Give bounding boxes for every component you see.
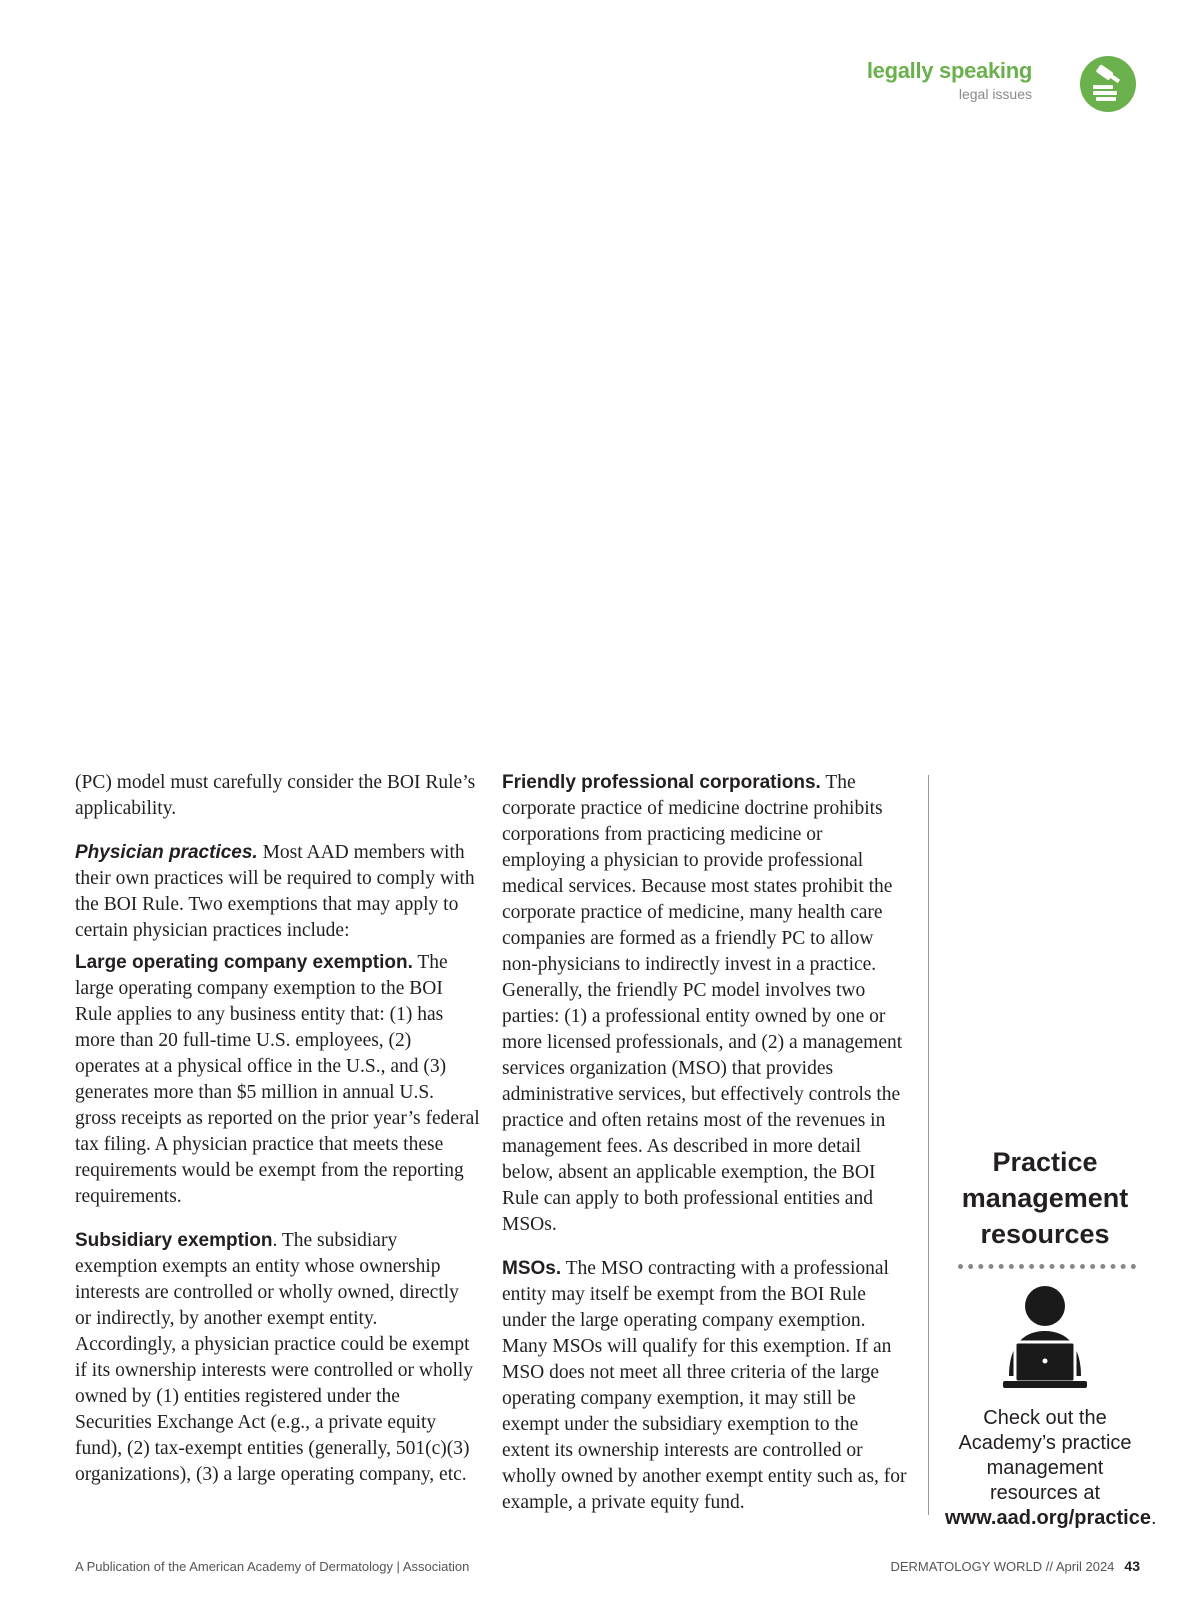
practice-link[interactable]: www.aad.org/practice: [945, 1507, 1151, 1529]
section-header: [867, 58, 1032, 102]
mso-text: The MSO contracting with a professional entity may itself be exempt from the BOI Rule under the large operating company exemption. Many MSOs will qualify for this exemption. If an MSO does not meet all three criteria of the large operating company exemption, it may still be exempt under the subsidiary exemption to the extent its ownership interests are controlled or wholly owned by another exempt entity such as, for example, a private equity fund.: [502, 1258, 907, 1513]
sidebar-trailing: .: [1151, 1507, 1157, 1529]
subsidiary-heading: Subsidiary exemption: [75, 1230, 273, 1251]
physician-practices-heading: Physician practices.: [75, 842, 258, 863]
section-title: legally speaking: [866, 58, 1032, 83]
sidebar-text: [945, 1406, 1157, 1531]
sidebar-title: Practice management resources: [961, 1147, 1129, 1249]
footer-issue: [890, 1558, 1140, 1574]
sidebar-body: Check out the Academy’s practice management resources at: [958, 1407, 1132, 1504]
gavel-icon: [1080, 56, 1136, 112]
page-number: 43: [1124, 1558, 1140, 1574]
mso-paragraph: [502, 1256, 907, 1516]
section-subtitle: legal issues: [958, 86, 1032, 102]
person-laptop-icon: [995, 1284, 1095, 1394]
mso-heading: MSOs.: [502, 1258, 562, 1279]
friendly-pc-text: The corporate practice of medicine doctrine prohibits corporations from practicing medicine or employing a physician to provide professional medical services. Because most states prohibit the corporate practice of medicine, many health care companies are formed as a friendly PC to allow non-physicians to indirectly invest in a practice. Generally, the friendly PC model involves two parties: (1) a professional entity owned by one or more licensed professionals, and (2) a management services organization (MSO) that provides administrative services, but effectively controls the practice and often retains most of the revenues in management fees. As described in more detail below, absent an applicable exemption, the BOI Rule can apply to both professional entities and MSOs.: [502, 772, 903, 1235]
column-middle: [502, 770, 907, 1534]
subsidiary-paragraph: [75, 1228, 480, 1488]
column-divider: [928, 775, 929, 1515]
footer-publication: A Publication of the American Academy of Dermatology | Association: [75, 1559, 470, 1574]
large-company-heading: Large operating company exemption.: [75, 952, 413, 973]
dotted-divider: [958, 1264, 1136, 1269]
large-company-text: The large operating company exemption to the BOI Rule applies to any business entity that: (1) has more than 20 full-time U.S. employees, (2) operates at a physical office in the U.S., and (3) generates more than $5 million in annual U.S. gross receipts as reported on the prior year’s federal tax filing. A physician practice that meets these requirements would be exempt from the reporting requirements.: [75, 952, 480, 1207]
column-left: [75, 770, 480, 1506]
friendly-pc-heading: Friendly professional corporations.: [502, 772, 821, 793]
physician-practices-paragraph: [75, 840, 480, 944]
footer-magazine: DERMATOLOGY WORLD // April 2024: [890, 1559, 1115, 1574]
large-company-paragraph: [75, 950, 480, 1210]
physician-practices-text: Most AAD members with their own practices will be required to comply with the BOI Rule. Two exemptions that may apply to certain physician practices include:: [75, 842, 475, 941]
friendly-pc-paragraph: [502, 770, 907, 1238]
intro-paragraph: (PC) model must carefully consider the BOI Rule’s applicability.: [75, 772, 476, 819]
subsidiary-text: . The subsidiary exemption exempts an entity whose ownership interests are controlled or wholly owned, directly or indirectly, by another exempt entity. Accordingly, a physician practice could be exempt if its ownership interests were controlled or wholly owned by (1) entities registered under the Securities Exchange Act (e.g., a private equity fund), (2) tax-exempt entities (generally, 501(c)(3) organizations), (3) a large operating company, etc.: [75, 1230, 474, 1485]
